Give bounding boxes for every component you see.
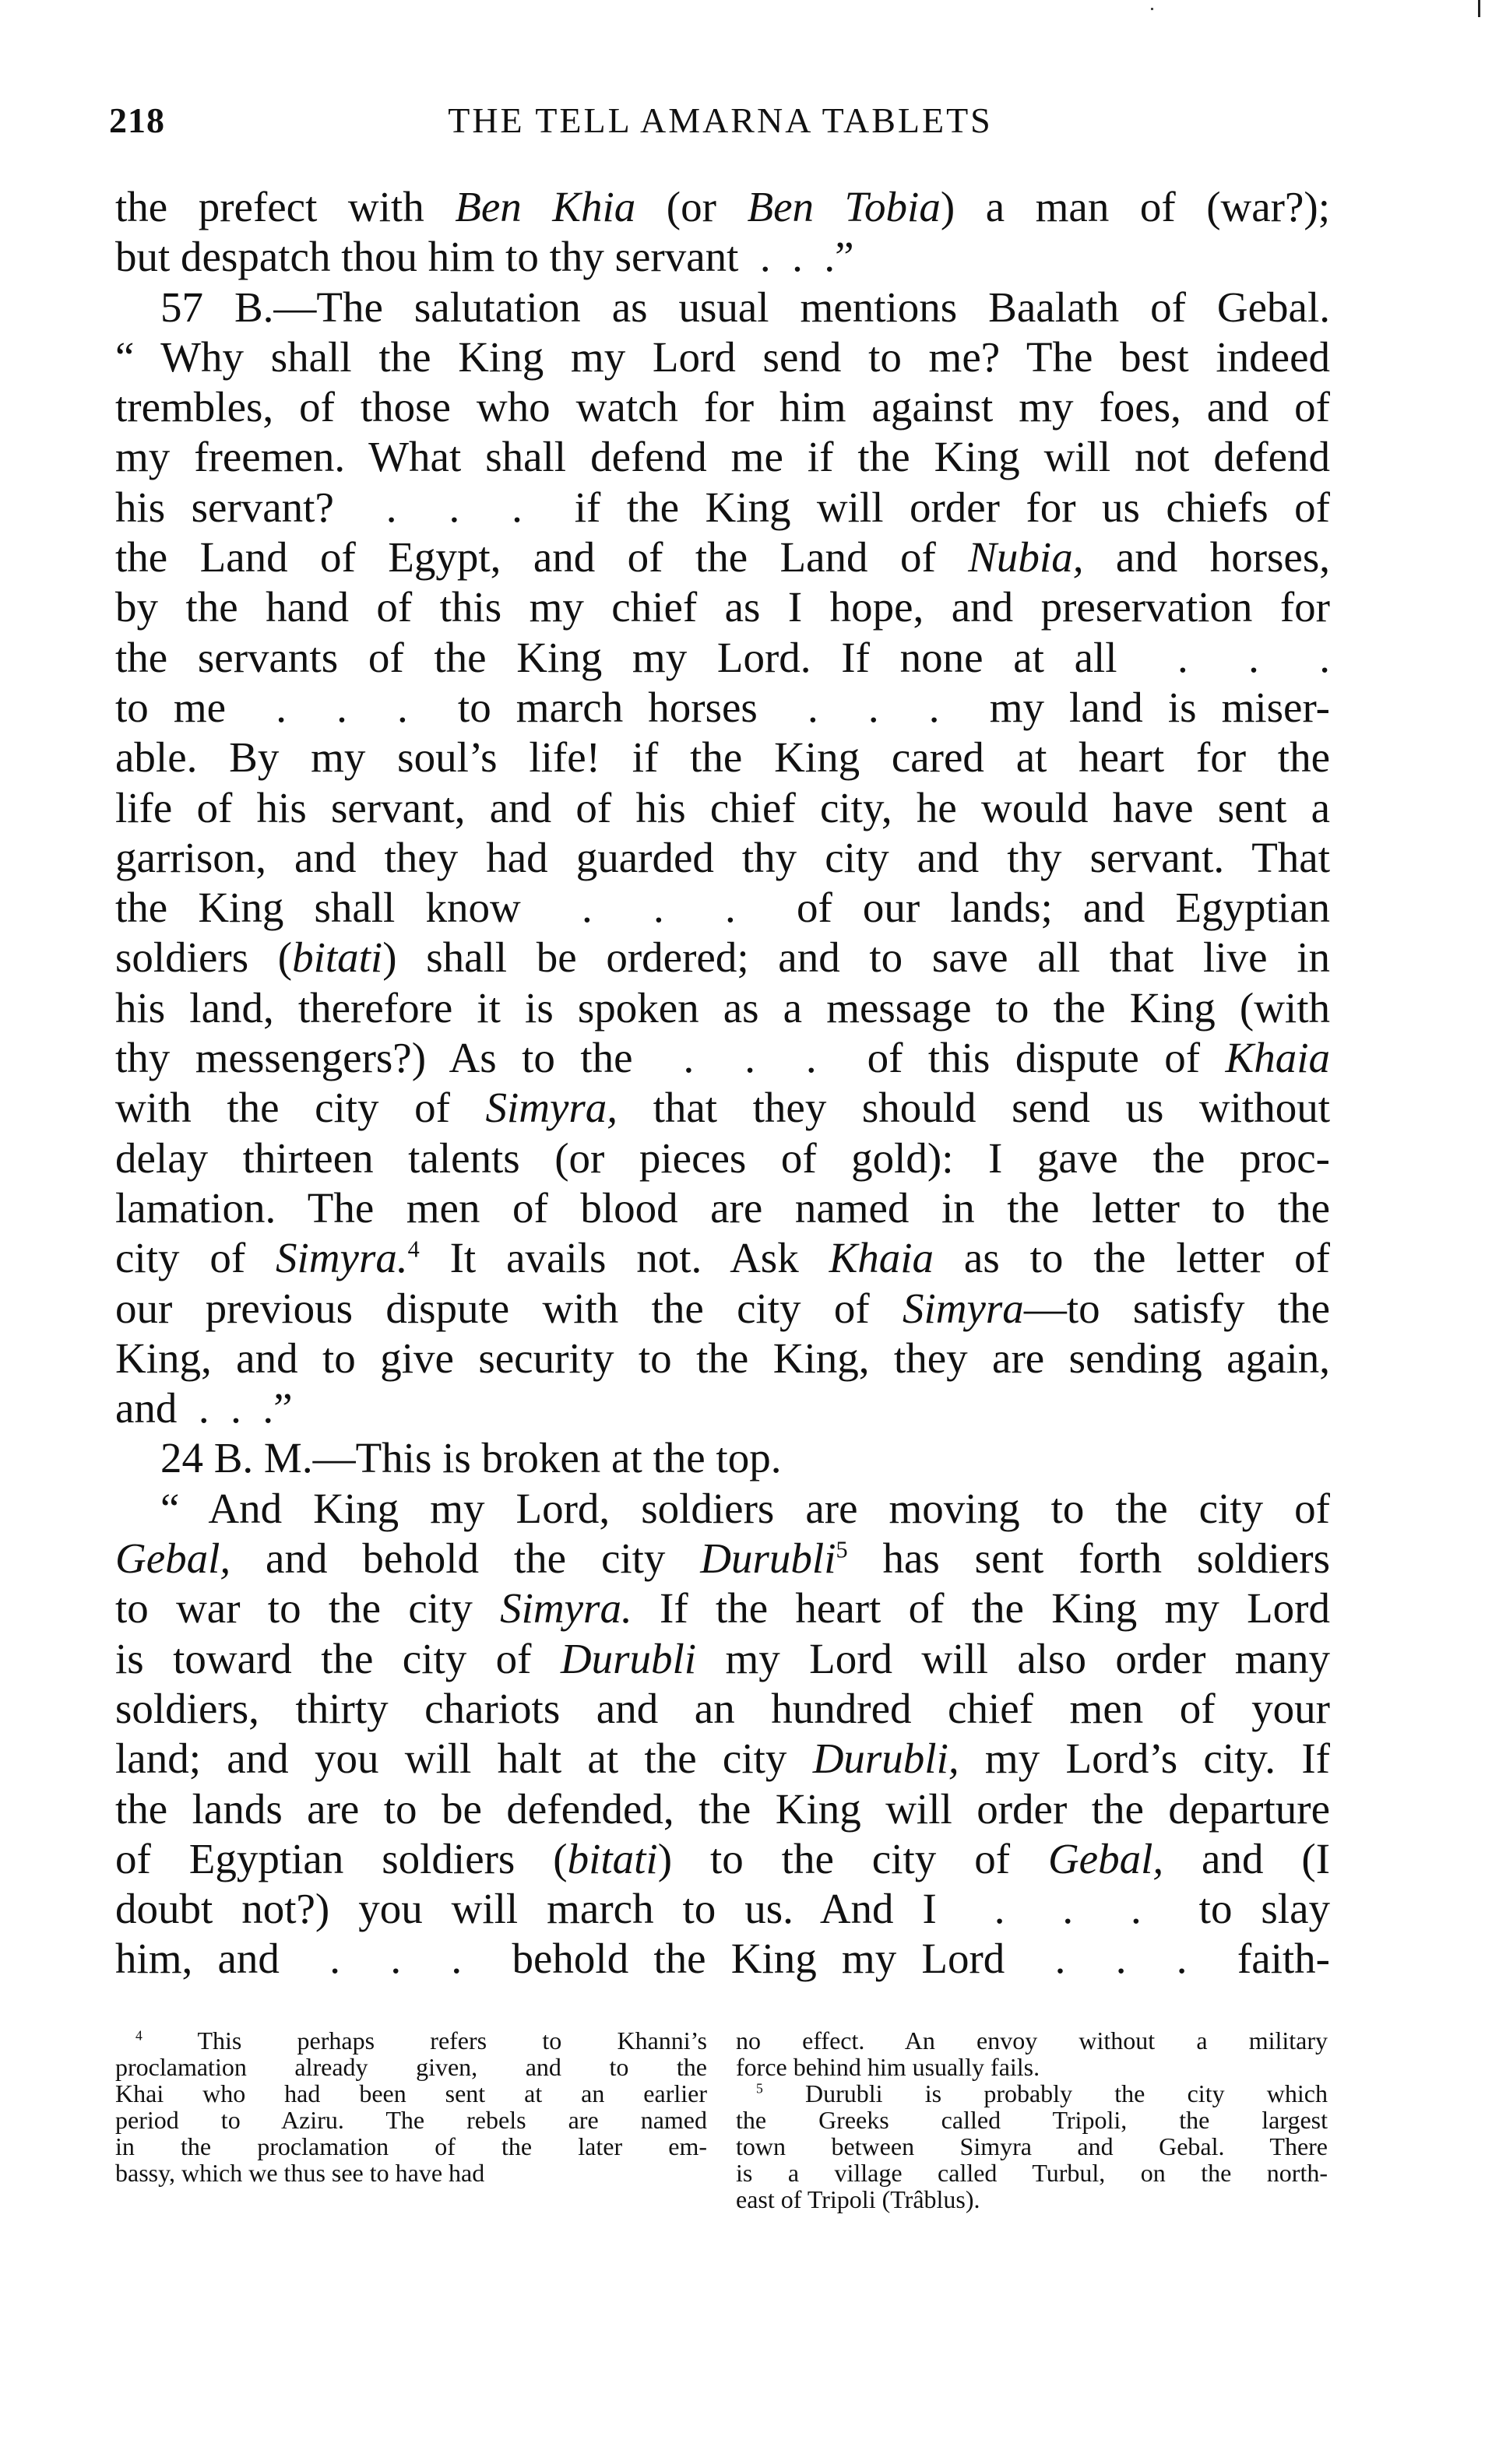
footnote-line: $^5$ Durubli is probably the city which xyxy=(756,2079,1328,2107)
text-line: land; and you will halt at the city Durubli, my Lord’s city. If xyxy=(115,1735,1330,1783)
text-line: our previous dispute with the city of Simyra—to satisfy the xyxy=(115,1284,1330,1332)
footnote-line: the Greeks called Tripoli, the largest xyxy=(736,2106,1328,2134)
footnote-line: Khai who had been sent at an earlier xyxy=(115,2079,707,2107)
running-title: THE TELL AMARNA TABLETS xyxy=(448,100,993,140)
footnote-line: $^4$ This perhaps refers to Khanni’s xyxy=(135,2026,707,2055)
footnote-line: is a village called Turbul, on the north- xyxy=(736,2159,1328,2187)
text-line: the prefect with Ben Khia (or Ben Tobia) a man of (war?); xyxy=(115,183,1330,230)
footnote-column-right xyxy=(736,2027,1328,2213)
text-line: his servant? . . . if the King will order for us chiefs of xyxy=(115,483,1330,531)
text-line: the servants of the King my Lord. If none at all . . . xyxy=(115,633,1330,681)
text-line: garrison, and they had guarded thy city and thy servant. That xyxy=(115,833,1330,881)
scan-edge-mark xyxy=(1478,0,1480,17)
text-line: city of Simyra.$^4$ It avails not. Ask Khaia as to the letter of xyxy=(115,1234,1330,1282)
footnote-line: period to Aziru. The rebels are named xyxy=(115,2106,707,2134)
footnote-line: in the proclamation of the later em- xyxy=(115,2132,707,2160)
page-number: 218 xyxy=(109,100,165,140)
footnote-line: proclamation already given, and to the xyxy=(115,2053,707,2081)
text-line: “ And King my Lord, soldiers are moving to the city of xyxy=(160,1484,1330,1532)
text-line: the lands are to be defended, the King will order the departure xyxy=(115,1784,1330,1833)
text-line: the King shall know . . . of our lands; and Egyptian xyxy=(115,884,1330,932)
text-line: soldiers (bitati) shall be ordered; and to save all that live in xyxy=(115,933,1330,982)
footnote-line: town between Simyra and Gebal. There xyxy=(736,2132,1328,2160)
text-line: of Egyptian soldiers (bitati) to the city of Gebal, and (I xyxy=(115,1834,1331,1882)
text-line: but despatch thou him to thy servant . . .” xyxy=(115,233,854,281)
text-line: and . . .” xyxy=(115,1384,293,1432)
footnote-line: force behind him usually fails. xyxy=(736,2053,1040,2081)
text-line: able. By my soul’s life! if the King cared at heart for the xyxy=(115,733,1330,782)
text-line: to war to the city Simyra. If the heart of the King my Lord xyxy=(115,1584,1330,1633)
text-line: to me . . . to march horses . . . my land is miser- xyxy=(115,683,1330,731)
text-line: my freemen. What shall defend me if the King will not defend xyxy=(115,433,1330,481)
text-line: lamation. The men of blood are named in the letter to the xyxy=(115,1183,1330,1232)
page-header xyxy=(109,100,1332,162)
footnote-column-left xyxy=(115,2027,707,2186)
text-line: thy messengers?) As to the . . . of this dispute of Khaia xyxy=(115,1034,1330,1082)
text-line: is toward the city of Durubli my Lord will also order many xyxy=(115,1634,1330,1682)
text-line: King, and to give security to the King, they are sending again, xyxy=(115,1334,1330,1382)
text-line: him, and . . . behold the King my Lord . . . faith- xyxy=(115,1935,1330,1983)
text-line: life of his servant, and of his chief city, he would have sent a xyxy=(115,783,1330,831)
text-line: with the city of Simyra, that they should send us without xyxy=(115,1084,1330,1132)
text-line: his land, therefore it is spoken as a message to the King (with xyxy=(115,983,1330,1032)
text-line: by the hand of this my chief as I hope, and preservation for xyxy=(115,583,1330,631)
footnote-line: bassy, which we thus see to have had xyxy=(115,2159,485,2187)
footnote-line: east of Tripoli (Trâblus). xyxy=(736,2185,980,2213)
text-line: doubt not?) you will march to us. And I . . . to slay xyxy=(115,1885,1330,1933)
text-line: 24 B. M.—This is broken at the top. xyxy=(160,1434,782,1482)
text-line: Gebal, and behold the city Durubli$^5$ has sent forth soldiers xyxy=(115,1534,1331,1583)
text-line: “ Why shall the King my Lord send to me? The best indeed xyxy=(115,332,1330,381)
text-line: the Land of Egypt, and of the Land of Nubia, and horses, xyxy=(115,533,1331,582)
scan-speck xyxy=(1151,8,1153,10)
text-line: 57 B.—The salutation as usual mentions Baalath of Gebal. xyxy=(160,283,1330,331)
text-line: trembles, of those who watch for him against my foes, and of xyxy=(115,383,1330,431)
main-text xyxy=(115,182,1330,1984)
footnote-line: no effect. An envoy without a military xyxy=(736,2026,1328,2055)
text-line: soldiers, thirty chariots and an hundred chief men of your xyxy=(115,1684,1330,1732)
text-line: delay thirteen talents (or pieces of gold): I gave the proc- xyxy=(115,1134,1330,1182)
